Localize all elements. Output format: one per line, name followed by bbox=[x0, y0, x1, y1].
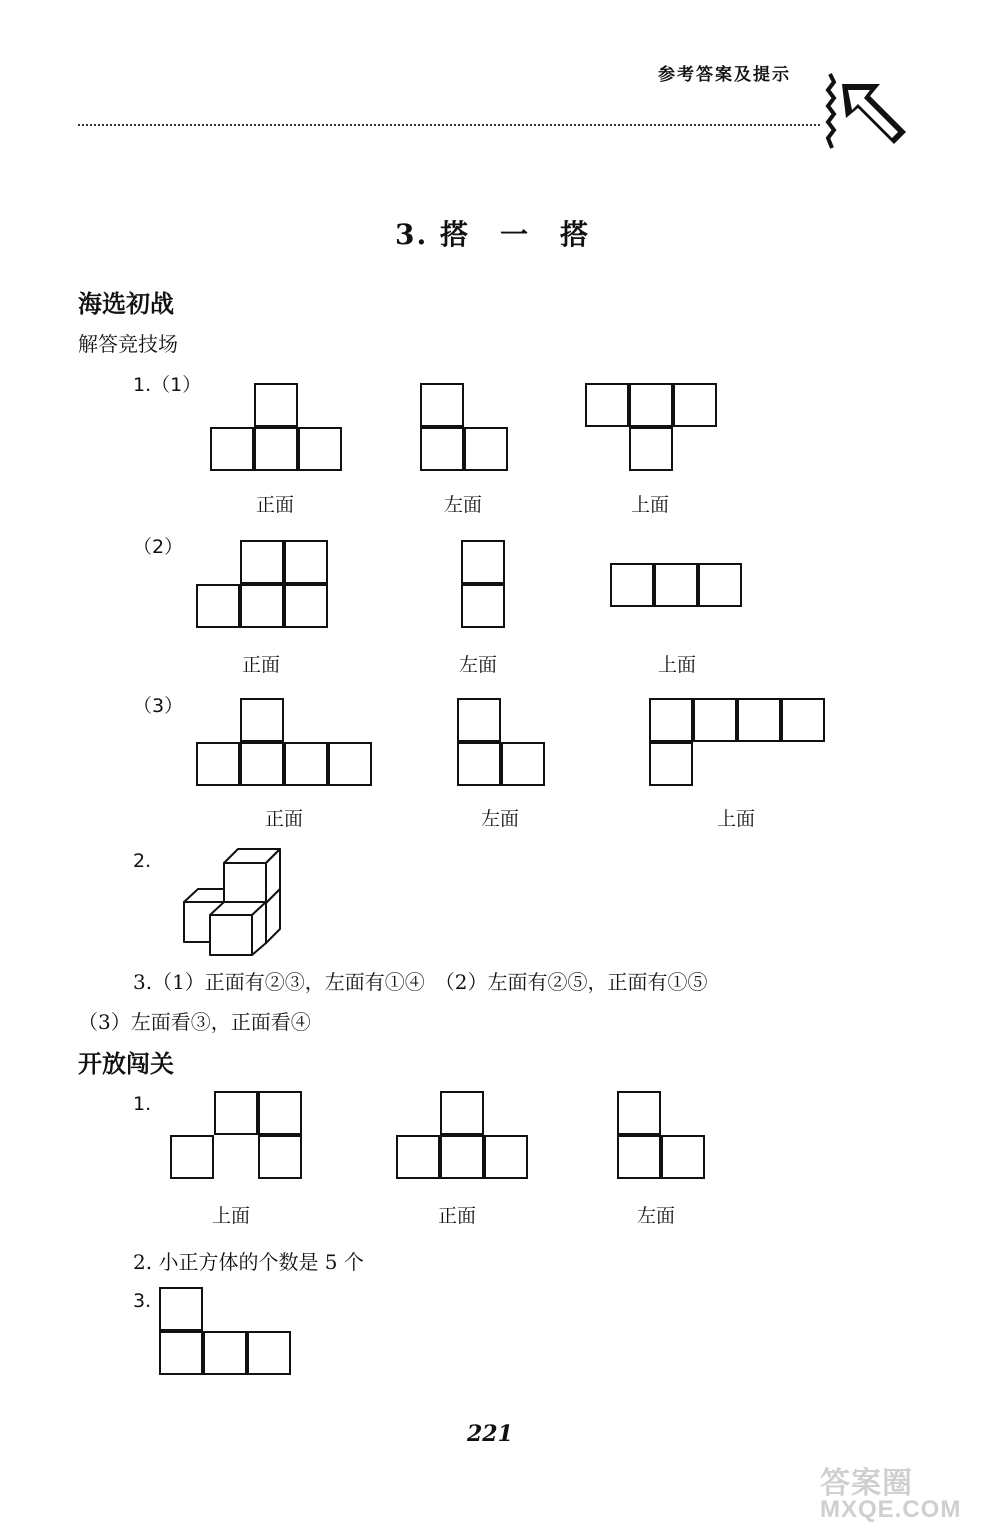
square bbox=[196, 584, 240, 628]
square bbox=[649, 742, 693, 786]
square bbox=[240, 742, 284, 786]
square bbox=[240, 540, 284, 584]
square bbox=[247, 1331, 291, 1375]
square bbox=[284, 584, 328, 628]
question-label: 3. bbox=[133, 1290, 152, 1312]
view-caption: 正面 bbox=[438, 1205, 477, 1227]
view-caption: 正面 bbox=[242, 654, 281, 676]
square bbox=[170, 1135, 214, 1179]
view-caption: 上面 bbox=[631, 494, 670, 516]
question-label: 1.（1） bbox=[133, 374, 202, 396]
section-subheading: 解答竞技场 bbox=[78, 332, 178, 356]
cube-stack-figure bbox=[180, 845, 290, 960]
view-caption: 正面 bbox=[256, 494, 295, 516]
answer-line: 2. 小正方体的个数是 5 个 bbox=[133, 1250, 364, 1274]
page-number: 221 bbox=[467, 1421, 513, 1447]
square bbox=[457, 742, 501, 786]
square bbox=[240, 698, 284, 742]
square bbox=[396, 1135, 440, 1179]
square bbox=[440, 1091, 484, 1135]
square bbox=[654, 563, 698, 607]
view-caption: 左面 bbox=[481, 808, 520, 830]
square bbox=[461, 584, 505, 628]
square bbox=[673, 383, 717, 427]
square bbox=[617, 1091, 661, 1135]
square bbox=[629, 383, 673, 427]
answer-line: 3.（1）正面有②③，左面有①④ （2）左面有②⑤，正面有①⑤ bbox=[133, 970, 708, 994]
square bbox=[298, 427, 342, 471]
square bbox=[210, 427, 254, 471]
square bbox=[420, 427, 464, 471]
square bbox=[203, 1331, 247, 1375]
section-heading: 开放闯关 bbox=[78, 1050, 174, 1078]
square bbox=[254, 427, 298, 471]
square bbox=[461, 540, 505, 584]
watermark-logo: 答案圈 bbox=[820, 1467, 913, 1500]
square bbox=[258, 1091, 302, 1135]
view-caption: 左面 bbox=[459, 654, 498, 676]
square bbox=[781, 698, 825, 742]
square bbox=[420, 383, 464, 427]
page-title: 3. 搭 一 搭 bbox=[395, 218, 590, 251]
square bbox=[585, 383, 629, 427]
square bbox=[629, 427, 673, 471]
square bbox=[328, 742, 372, 786]
square bbox=[457, 698, 501, 742]
square bbox=[284, 742, 328, 786]
square bbox=[254, 383, 298, 427]
question-label: （2） bbox=[133, 536, 184, 558]
question-label: 2. bbox=[133, 850, 152, 872]
view-caption: 上面 bbox=[717, 808, 756, 830]
square bbox=[159, 1331, 203, 1375]
view-caption: 左面 bbox=[637, 1205, 676, 1227]
view-caption: 左面 bbox=[444, 494, 483, 516]
square bbox=[610, 563, 654, 607]
square bbox=[698, 563, 742, 607]
square bbox=[214, 1091, 258, 1135]
square bbox=[737, 698, 781, 742]
header-title: 参考答案及提示 bbox=[658, 65, 791, 85]
square bbox=[484, 1135, 528, 1179]
view-caption: 上面 bbox=[658, 654, 697, 676]
square bbox=[240, 584, 284, 628]
square bbox=[693, 698, 737, 742]
view-caption: 正面 bbox=[265, 808, 304, 830]
square bbox=[258, 1135, 302, 1179]
square bbox=[649, 698, 693, 742]
question-label: （3） bbox=[133, 695, 184, 717]
square bbox=[284, 540, 328, 584]
section-heading: 海选初战 bbox=[78, 290, 174, 318]
answer-line: （3）左面看③，正面看④ bbox=[78, 1010, 311, 1034]
watermark-url: MXQE.COM bbox=[820, 1496, 962, 1523]
square bbox=[196, 742, 240, 786]
arrow-up-left-icon bbox=[822, 70, 912, 155]
square bbox=[440, 1135, 484, 1179]
square bbox=[464, 427, 508, 471]
square bbox=[617, 1135, 661, 1179]
square bbox=[501, 742, 545, 786]
header-divider bbox=[78, 124, 820, 126]
view-caption: 上面 bbox=[212, 1205, 251, 1227]
square bbox=[159, 1287, 203, 1331]
question-label: 1. bbox=[133, 1093, 152, 1115]
square bbox=[661, 1135, 705, 1179]
